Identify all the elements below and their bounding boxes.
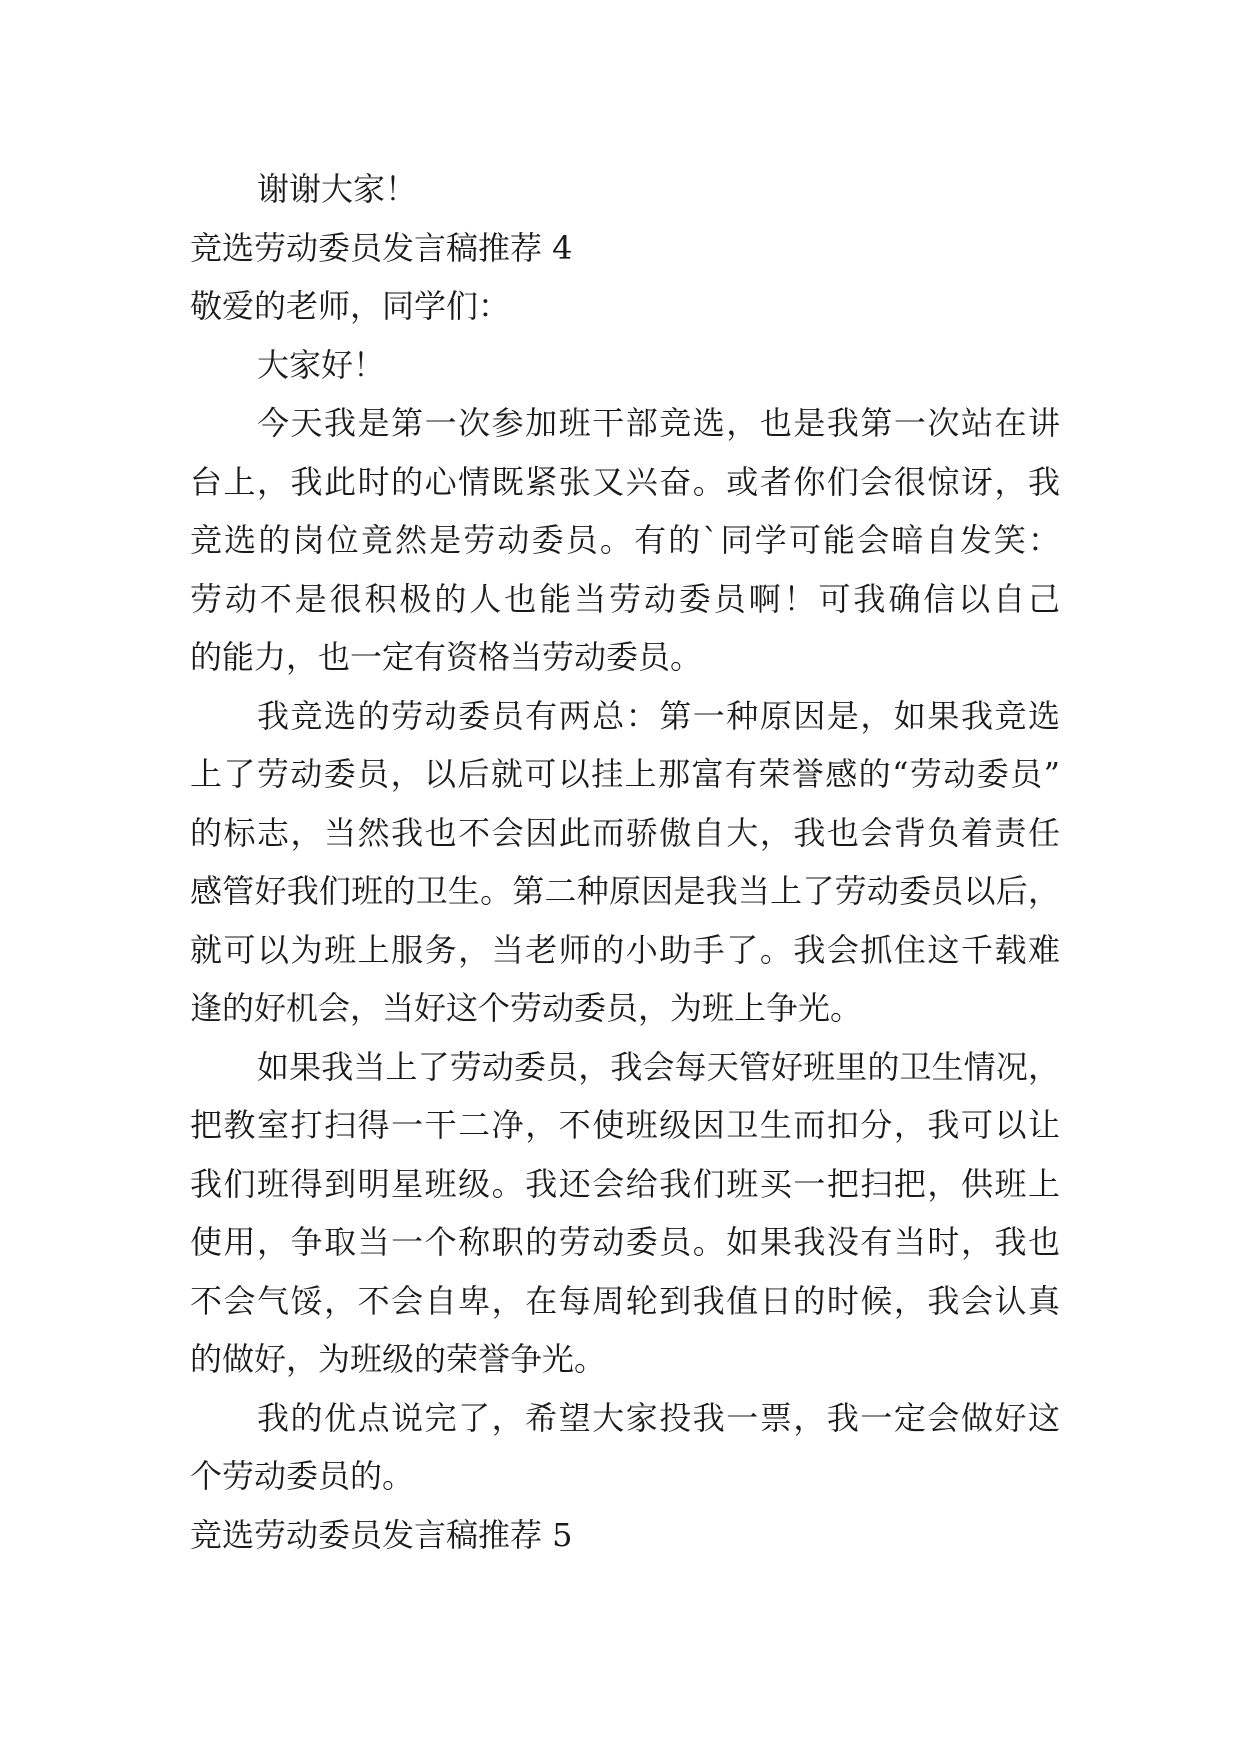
document-body (190, 160, 1060, 1564)
paragraph-line: 上了劳动委员，以后就可以挂上那富有荣誉感的“劳动委员” (190, 755, 1060, 793)
section-heading-4: 竞选劳动委员发言稿推荐 4 (190, 228, 573, 267)
paragraph-1 (190, 394, 1060, 687)
paragraph-line: 台上，我此时的心情既紧张又兴奋。或者你们会很惊讶，我 (190, 462, 1060, 501)
greeting: 大家好！ (257, 345, 386, 384)
paragraph-2 (190, 687, 1060, 1038)
closing-line: 谢谢大家！ (257, 170, 418, 208)
paragraph-line: 今天我是第一次参加班干部竞选，也是我第一次站在讲 (257, 404, 1060, 442)
paragraph-line: 我竞选的劳动委员有两总：第一种原因是，如果我竞选 (257, 696, 1060, 735)
paragraph-line: 使用，争取当一个称职的劳动委员。如果我没有当时，我也 (190, 1223, 1060, 1261)
paragraph-line: 竞选的岗位竟然是劳动委员。有的`同学可能会暗自发笑： (190, 521, 1060, 559)
paragraph-line: 如果我当上了劳动委员，我会每天管好班里的卫生情况， (257, 1047, 1060, 1086)
paragraph-line: 劳动不是很积极的人也能当劳动委员啊！可我确信以自己 (190, 579, 1060, 618)
paragraph-line: 就可以为班上服务，当老师的小助手了。我会抓住这千载难 (190, 930, 1060, 969)
paragraph-line: 的能力，也一定有资格当劳动委员。 (190, 638, 703, 676)
paragraph-line: 把教室打扫得一干二净，不使班级因卫生而扣分，我可以让 (190, 1106, 1060, 1144)
salutation: 敬爱的老师，同学们： (190, 287, 511, 325)
paragraph-line: 我的优点说完了，希望大家投我一票，我一定会做好这 (257, 1398, 1060, 1437)
paragraph-4 (190, 1389, 1060, 1506)
paragraph-line: 我们班得到明星班级。我还会给我们班买一把扫把，供班上 (190, 1164, 1060, 1203)
paragraph-3 (190, 1038, 1060, 1389)
paragraph-line: 的做好，为班级的荣誉争光。 (190, 1340, 607, 1378)
paragraph-line: 感管好我们班的卫生。第二种原因是我当上了劳动委员以后， (190, 872, 1060, 910)
paragraph-line: 的标志，当然我也不会因此而骄傲自大，我也会背负着责任 (190, 813, 1060, 852)
paragraph-line: 不会气馁，不会自卑，在每周轮到我值日的时候，我会认真 (190, 1281, 1060, 1320)
section-heading-5: 竞选劳动委员发言稿推荐 5 (190, 1515, 573, 1554)
paragraph-line: 逢的好机会，当好这个劳动委员，为班上争光。 (190, 989, 863, 1027)
paragraph-line: 个劳动委员的。 (190, 1457, 415, 1495)
